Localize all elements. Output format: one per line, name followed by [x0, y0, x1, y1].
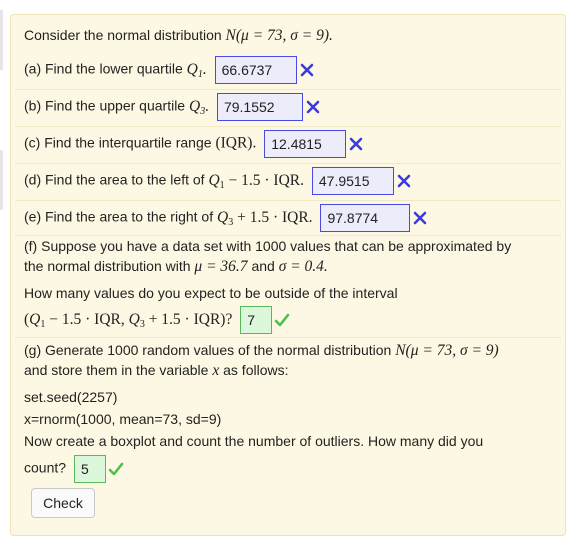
intro-text: Consider the normal distribution	[24, 27, 222, 43]
part-b-label: (b) Find the upper quartile	[24, 97, 186, 114]
divider	[15, 89, 561, 90]
part-e-label: (e) Find the area to the right of	[24, 208, 214, 225]
incorrect-x-icon	[412, 210, 428, 226]
answer-field-b[interactable]: 79.1552	[217, 93, 303, 121]
divider	[15, 337, 561, 338]
part-d-math: $Q_1 - 1.5$ · IQR.	[208, 171, 304, 191]
check-button[interactable]: Check	[31, 488, 95, 518]
part-b-math: $Q_3$.	[188, 97, 210, 117]
answer-field-d[interactable]: 47.9515	[312, 167, 394, 195]
part-f-question: How many values do you expect to be outside of the interval	[24, 285, 398, 301]
part-d-label: (d) Find the area to the left of	[24, 171, 205, 188]
answer-field-g[interactable]: 5	[74, 455, 106, 483]
part-g-distribution: N(μ = 73, σ = 9)	[395, 342, 499, 359]
incorrect-x-icon	[305, 99, 321, 115]
part-g-count-label: count?	[24, 459, 67, 476]
part-f-line1: (f) Suppose you have a data set with 1000 values that can be approximated by	[24, 238, 512, 254]
part-f-mu: μ = 36.7	[194, 258, 248, 275]
part-f-and: and	[251, 258, 275, 274]
part-f-interval: ($Q_1 - 1.5$ · IQR, $Q_3 + 1.5 \cdot IQR$)?	[24, 310, 233, 330]
intro-line	[24, 25, 333, 46]
part-a-label: (a) Find the lower quartile	[24, 60, 183, 77]
answer-field-f[interactable]: 7	[240, 306, 272, 334]
part-a	[24, 56, 315, 84]
part-g-line2	[24, 360, 288, 381]
part-a-math: $Q_1$.	[186, 60, 207, 80]
part-f-text: the normal distribution with	[24, 258, 191, 274]
divider	[15, 163, 561, 164]
code-line-seed: set.seed(2257)	[24, 389, 118, 405]
answer-field-e[interactable]: 97.8774	[320, 204, 410, 232]
question-panel	[10, 14, 566, 536]
incorrect-x-icon	[396, 173, 412, 189]
code-line-rnorm: x=rnorm(1000, mean=73, sd=9)	[24, 411, 222, 427]
part-c	[24, 130, 364, 158]
distribution-expression: N(μ = 73, σ = 9).	[225, 27, 333, 44]
part-f-line2	[24, 256, 328, 277]
part-g-text3: as follows:	[223, 362, 289, 378]
left-gutter	[0, 10, 3, 70]
part-d	[24, 167, 412, 195]
part-c-label: (c) Find the interquartile range	[24, 134, 212, 151]
incorrect-x-icon	[348, 136, 364, 152]
correct-check-icon	[274, 312, 290, 328]
divider	[15, 200, 561, 201]
part-e	[24, 204, 428, 232]
part-g-variable: x	[212, 362, 220, 379]
part-g-text: (g) Generate 1000 random values of the normal distribution	[24, 342, 392, 358]
answer-field-a[interactable]: 66.6737	[215, 56, 297, 84]
part-g-line3: Now create a boxplot and count the number of outliers. How many did you	[24, 433, 484, 449]
correct-check-icon	[108, 461, 124, 477]
part-f-sigma: σ = 0.4.	[278, 258, 328, 275]
part-e-math: $Q_3 + 1.5$ · IQR.	[217, 208, 313, 228]
part-b	[24, 93, 321, 121]
answer-field-c[interactable]: 12.4815	[264, 130, 346, 158]
incorrect-x-icon	[299, 62, 315, 78]
part-g-line4	[24, 455, 124, 483]
part-c-math: (IQR).	[215, 134, 257, 152]
part-g-text2: and store them in the variable	[24, 362, 209, 378]
left-gutter	[0, 150, 3, 210]
part-g-line1	[24, 340, 499, 361]
part-f-interval-line	[24, 306, 290, 334]
divider	[15, 126, 561, 127]
